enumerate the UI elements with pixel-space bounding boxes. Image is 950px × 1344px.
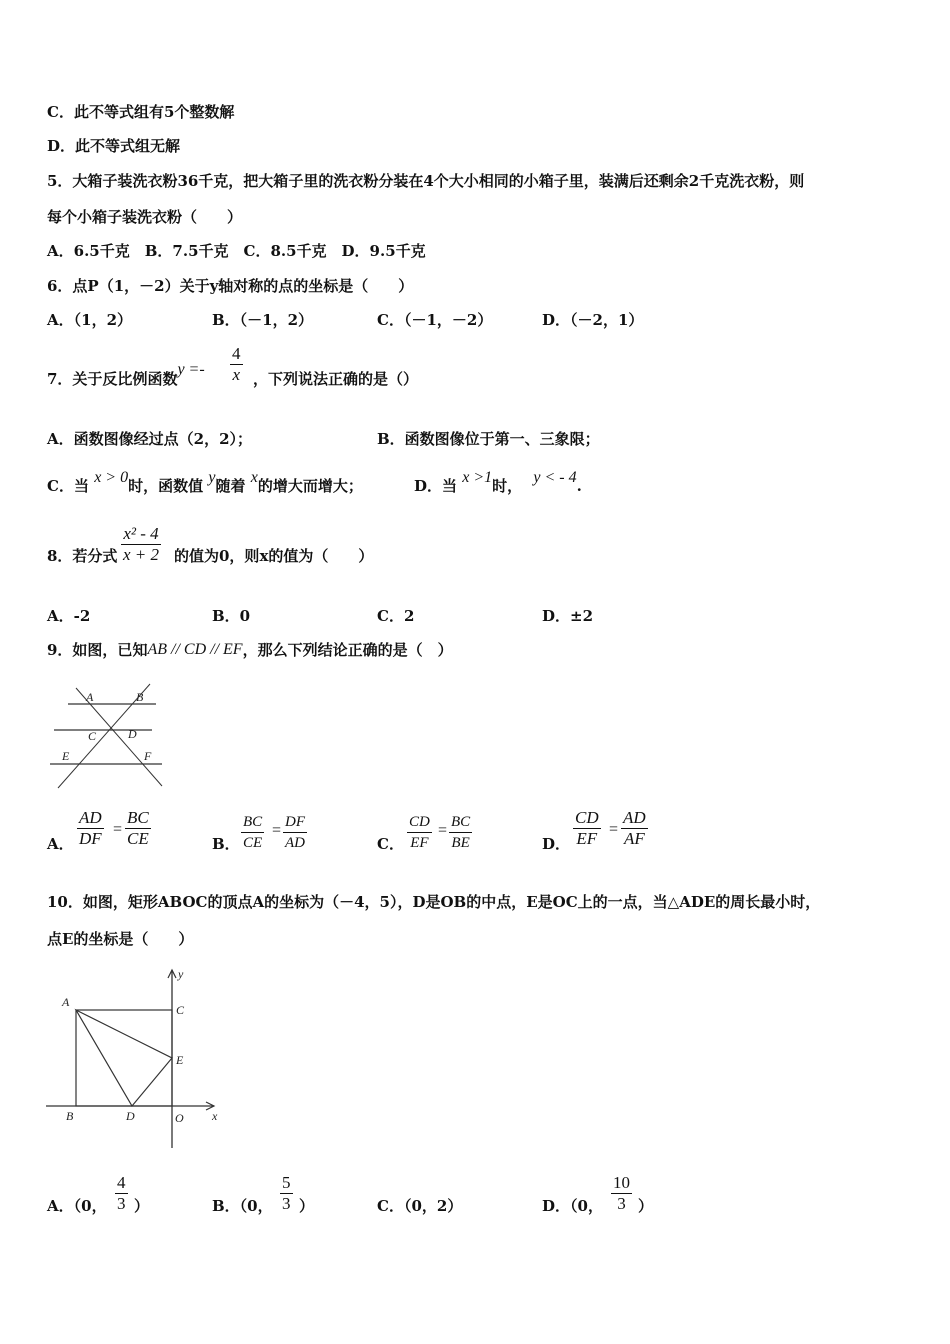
q8-prefix: 8．若分式 <box>47 547 118 565</box>
q9c-num1: CD <box>407 812 432 833</box>
q10-option-b-label: B．（0， <box>212 1197 273 1215</box>
q8-option-b: B．0 <box>212 607 251 625</box>
q9-c-frac1 <box>407 812 432 853</box>
q10-option-d-label: D．（0， <box>542 1197 603 1215</box>
q9a-den2: CE <box>127 829 149 848</box>
q10-label-c: C <box>176 1003 185 1017</box>
q10-d-close: ） <box>638 1197 654 1215</box>
q9-parallel-lines-figure <box>46 676 168 794</box>
q10-label-o: O <box>175 1111 184 1125</box>
q7-option-b: B．函数图像位于第一、三象限； <box>377 430 600 448</box>
option-d-line: D．此不等式组无解 <box>47 137 181 155</box>
q10a-num: 4 <box>117 1173 126 1192</box>
q9-c-frac2 <box>449 812 472 853</box>
q7-option-d <box>414 469 582 497</box>
q7d-period: . <box>576 477 582 495</box>
q8-denominator: x + 2 <box>123 545 160 564</box>
q9c-den2: BE <box>451 835 470 851</box>
question-10-text-cont: 点E的坐标是（ ） <box>47 930 194 948</box>
q7-denominator: x <box>232 365 241 384</box>
q6-option-a: A．（1，2） <box>47 311 133 329</box>
q10-label-a: A <box>62 995 70 1009</box>
q9c-num2: BC <box>449 812 472 833</box>
q10-b-close: ） <box>299 1197 315 1215</box>
q7-suffix: ，下列说法正确的是（） <box>253 370 419 388</box>
q9-condition: AB // CD // EF <box>147 641 243 658</box>
question-7-text <box>47 361 221 390</box>
q9-b-frac1 <box>241 812 264 853</box>
q9b-den2: AD <box>285 835 305 851</box>
q7-prefix: 7．关于反比例函数 <box>47 370 178 388</box>
q9a-num1: AD <box>79 808 102 827</box>
q10-label-d: D <box>126 1109 135 1123</box>
q10-a-frac <box>115 1173 128 1214</box>
q8-numerator: x² - 4 <box>121 524 161 545</box>
q7c-part3: 随着 <box>215 477 246 495</box>
q7c-part2: 时，函数值 <box>128 477 204 495</box>
question-10-text: 10．如图，矩形ABOC的顶点A的坐标为（－4，5），D是OB的中点，E是OC上的一点，当△ADE的周长最小时， <box>47 893 821 911</box>
q8-suffix: 的值为0，则x的值为（ ） <box>174 547 374 565</box>
q6-option-d: D．（－2，1） <box>542 311 644 329</box>
q10-label-y: y <box>178 967 184 981</box>
question-5-text: 5．大箱子装洗衣粉36千克，把大箱子里的洗衣粉分装在4个大小相同的小箱子里，装满后还剩余2千克洗衣粉，则 <box>47 172 805 190</box>
q7d-part1: D．当 <box>414 477 458 495</box>
q8-option-d: D．±2 <box>542 607 594 625</box>
q9-label-f: F <box>144 749 152 763</box>
q10b-num: 5 <box>282 1173 291 1192</box>
q9-prefix: 9．如图，已知 <box>47 641 148 659</box>
q10-label-x: x <box>212 1109 218 1123</box>
q9-option-b-label: B． <box>212 835 240 853</box>
q7-option-c <box>47 469 363 497</box>
q9d-den1: EF <box>576 829 598 848</box>
q10-b-frac <box>280 1173 293 1214</box>
q9b-den1: CE <box>243 835 263 851</box>
q9-suffix: ，那么下列结论正确的是（ ） <box>242 641 453 659</box>
q7c-part4: 的增大而增大； <box>257 477 363 495</box>
option-c-line: C．此不等式组有5个整数解 <box>47 103 235 121</box>
q10-label-b: B <box>66 1109 74 1123</box>
q10-a-close: ） <box>134 1197 150 1215</box>
q9-b-frac2 <box>283 812 307 853</box>
q10-coordinate-figure <box>44 966 228 1150</box>
q8-option-a: A．-2 <box>47 607 91 625</box>
q9-a-frac1 <box>77 808 104 849</box>
q7c-condition: x > 0 <box>94 469 129 486</box>
q10-option-c: C．（0，2） <box>377 1197 463 1215</box>
q9-option-c-label: C． <box>377 835 404 853</box>
q9-a-frac2 <box>125 808 151 849</box>
q9-option-d-label: D． <box>542 835 571 853</box>
q10-d-frac <box>611 1173 632 1214</box>
q9d-den2: AF <box>623 829 645 848</box>
q9-option-a-label: A． <box>47 835 74 853</box>
q7d-result: y < - 4 <box>533 469 577 486</box>
q9b-num1: BC <box>241 812 264 833</box>
q9-label-d: D <box>128 727 137 741</box>
q6-option-c: C．（－1，－2） <box>377 311 493 329</box>
q9-label-c: C <box>88 729 97 743</box>
q10d-den: 3 <box>617 1194 626 1213</box>
q10d-num: 10 <box>613 1173 630 1192</box>
q9-d-frac2 <box>621 808 648 849</box>
question-9-text <box>47 640 453 661</box>
question-5-options: A．6.5千克 B．7.5千克 C．8.5千克 D．9.5千克 <box>47 242 426 260</box>
question-5-text-cont: 每个小箱子装洗衣粉（ ） <box>47 208 243 226</box>
q9d-num1: CD <box>575 808 599 827</box>
q7d-part2: 时， <box>492 477 523 495</box>
question-6-text: 6．点P（1，－2）关于y轴对称的点的坐标是（ ） <box>47 277 414 295</box>
q9d-num2: AD <box>623 808 646 827</box>
q9c-den1: EF <box>410 835 429 851</box>
q7c-y: y <box>208 469 216 486</box>
q10-label-e: E <box>176 1053 184 1067</box>
q7c-part1: C．当 <box>47 477 89 495</box>
q10-triangle-ade <box>76 1010 172 1106</box>
q7d-condition: x >1 <box>462 469 493 486</box>
q8-option-c: C．2 <box>377 607 415 625</box>
q9a-den1: DF <box>79 829 102 848</box>
q9-label-a: A <box>86 690 94 704</box>
q9-d-frac1 <box>573 808 601 849</box>
q10-option-a-label: A．（0， <box>47 1197 107 1215</box>
q9-c-equals: = <box>438 822 448 839</box>
q9-label-b: B <box>136 690 144 704</box>
q7-option-a: A．函数图像经过点（2，2）； <box>47 430 253 448</box>
q7-numerator: 4 <box>232 344 241 363</box>
q9b-num2: DF <box>283 812 307 833</box>
q7c-x: x <box>250 469 258 486</box>
q9-b-equals: = <box>272 822 282 839</box>
q8-fraction <box>121 524 161 565</box>
q9-label-e: E <box>62 749 70 763</box>
q7-fraction <box>230 344 243 385</box>
q9-d-equals: = <box>609 821 619 838</box>
q9-a-equals: = <box>113 821 123 838</box>
q10a-den: 3 <box>117 1194 126 1213</box>
q10b-den: 3 <box>282 1194 291 1213</box>
q9a-num2: BC <box>127 808 149 827</box>
q7-equation: y =- <box>177 361 205 378</box>
q6-option-b: B．（－1，2） <box>212 311 314 329</box>
